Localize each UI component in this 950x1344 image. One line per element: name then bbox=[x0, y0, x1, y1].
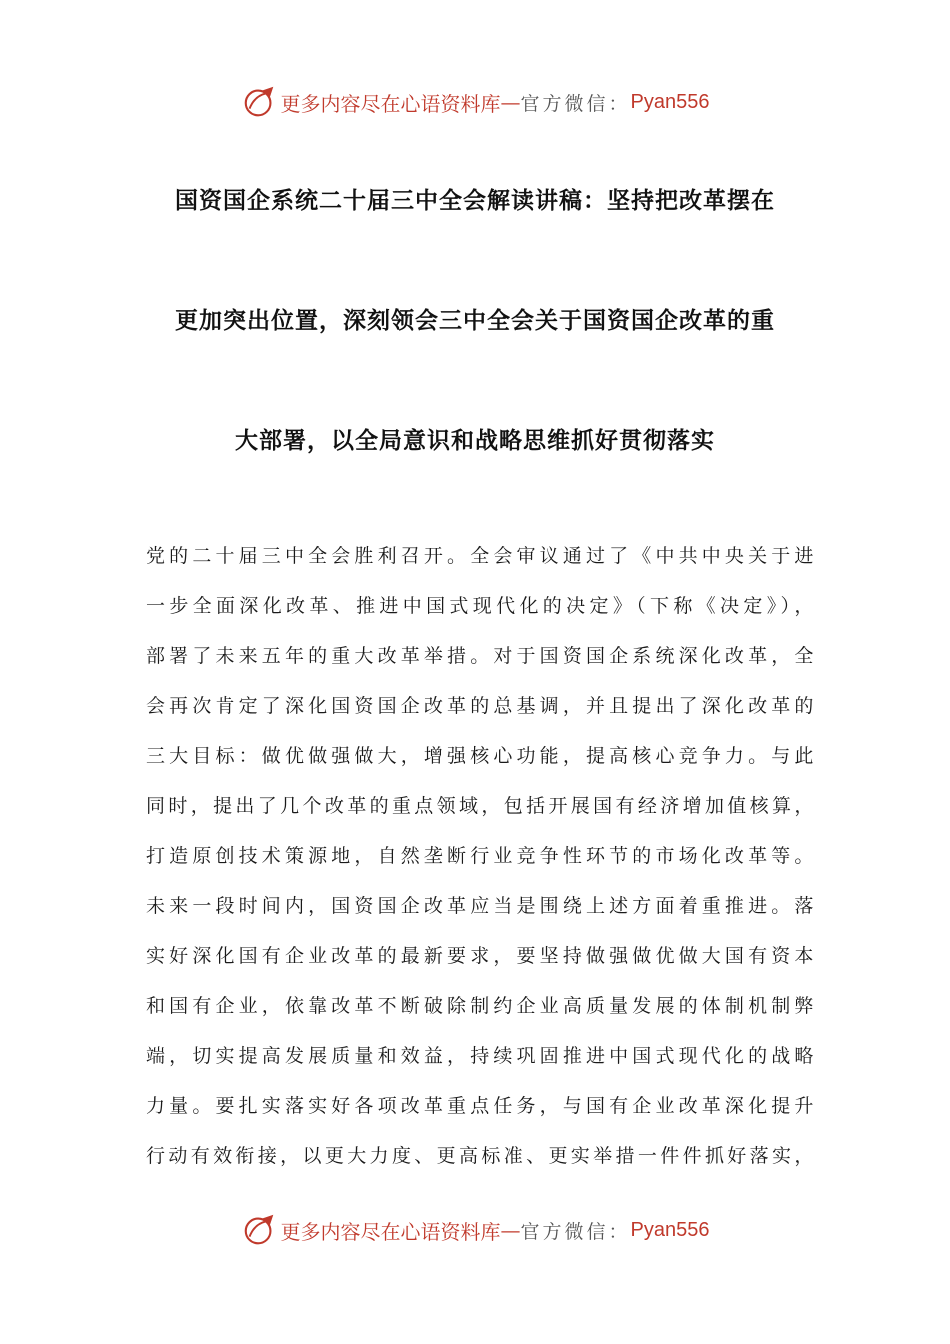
watermark-handle: Pyan556 bbox=[630, 90, 710, 113]
body-text-line: 和国有企业，依靠改革不断破除制约企业高质量发展的体制机制弊 bbox=[146, 995, 816, 1017]
body-text-line: 会再次肯定了深化国资国企改革的总基调，并且提出了深化改革的 bbox=[146, 695, 816, 717]
body-text-line: 未来一段时间内，国资国企改革应当是围绕上述方面着重推进。落 bbox=[146, 895, 816, 917]
body-text-line: 党的二十届三中全会胜利召开。全会审议通过了《中共中央关于进 bbox=[146, 545, 816, 567]
body-text-line: 行动有效衔接，以更大力度、更高标准、更实举措一件件抓好落实， bbox=[146, 1145, 816, 1167]
document-title-line: 大部署，以全局意识和战略思维抓好贯彻落实 bbox=[235, 428, 715, 454]
watermark-handle: Pyan556 bbox=[630, 1218, 710, 1241]
watermark-official-label: 官方微信： bbox=[520, 1220, 631, 1243]
body-text-line: 端，切实提高发展质量和效益，持续巩固推进中国式现代化的战略 bbox=[146, 1045, 816, 1067]
body-text-line: 实好深化国有企业改革的最新要求，要坚持做强做优做大国有资本 bbox=[146, 945, 816, 967]
document-title-line: 国资国企系统二十届三中全会解读讲稿：坚持把改革摆在 bbox=[175, 188, 775, 214]
body-text-line: 三大目标：做优做强做大，增强核心功能，提高核心竞争力。与此 bbox=[146, 745, 816, 767]
footer-watermark bbox=[0, 1210, 950, 1250]
body-text-line: 力量。要扎实落实好各项改革重点任务，与国有企业改革深化提升 bbox=[146, 1095, 816, 1117]
document-title-line: 更加突出位置，深刻领会三中全会关于国资国企改革的重 bbox=[175, 308, 775, 334]
watermark-brand: 更多内容尽在心语资料库 bbox=[280, 91, 501, 116]
watermark-brand: 更多内容尽在心语资料库 bbox=[280, 1219, 501, 1244]
pen-nib-swirl-icon bbox=[241, 83, 279, 121]
body-text-line: 打造原创技术策源地，自然垄断行业竞争性环节的市场化改革等。 bbox=[146, 845, 816, 867]
body-text-line: 同时，提出了几个改革的重点领域，包括开展国有经济增加值核算， bbox=[146, 795, 816, 817]
body-text-line: 一步全面深化改革、推进中国式现代化的决定》（下称《决定》）， bbox=[146, 595, 816, 617]
watermark-separator: — bbox=[500, 90, 521, 114]
watermark-separator: — bbox=[500, 1218, 521, 1242]
header-watermark bbox=[0, 82, 950, 122]
pen-nib-swirl-icon bbox=[241, 1211, 279, 1249]
body-text-line: 部署了未来五年的重大改革举措。对于国资国企系统深化改革，全 bbox=[146, 645, 816, 667]
watermark-official-label: 官方微信： bbox=[520, 92, 631, 115]
